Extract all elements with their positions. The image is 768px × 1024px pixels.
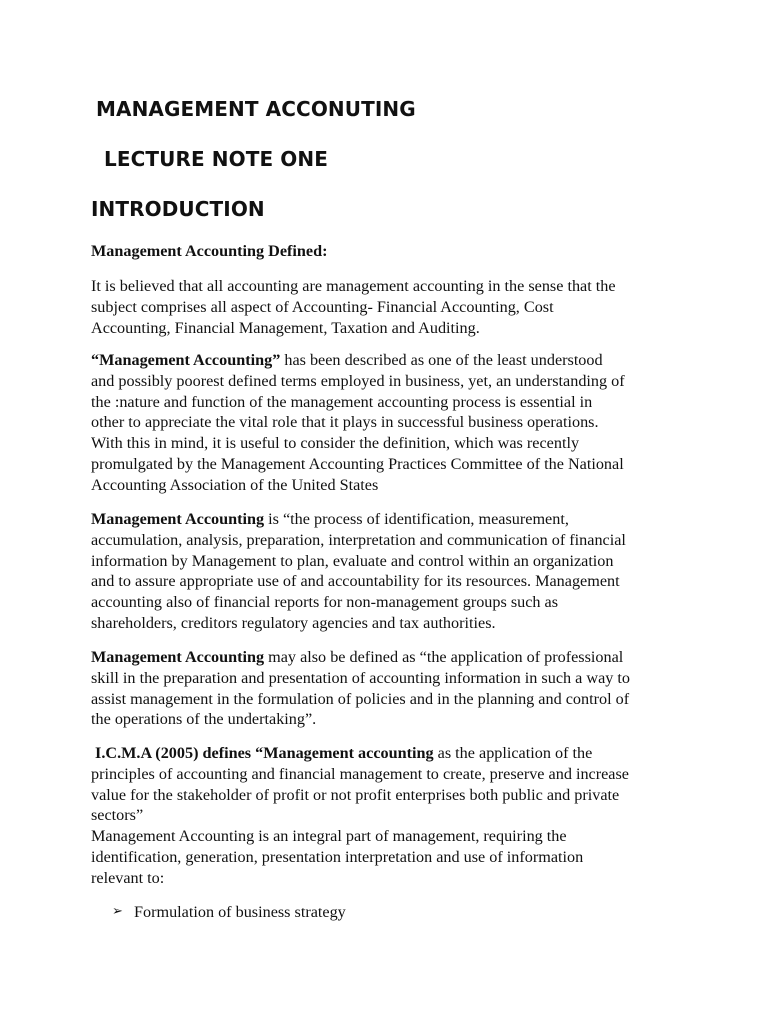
paragraph-first-line (91, 509, 691, 530)
paragraph-line: It is believed that all accounting are management accounting in the sense that the (91, 277, 616, 295)
paragraph-first-line (91, 350, 691, 371)
paragraph-line: and possibly poorest defined terms employed in business, yet, an understanding of (91, 371, 625, 390)
paragraph-first-line (91, 647, 691, 668)
paragraph-first-line (91, 743, 691, 764)
line-rest: may also be defined as “the application of professional (264, 648, 624, 666)
paragraph-1 (91, 276, 691, 338)
paragraph-line: the operations of the undertaking”. (91, 710, 317, 729)
paragraph-line: relevant to: (91, 868, 165, 887)
subheading-text: Management Accounting Defined: (91, 242, 328, 260)
bold-term: Management Accounting (91, 510, 265, 528)
paragraph-line: identification, generation, presentation interpretation and use of information (91, 847, 584, 866)
section-heading: INTRODUCTION (91, 197, 265, 221)
paragraph-line: Accounting Association of the United States (91, 475, 379, 494)
paragraph-line: Management Accounting is an integral part of management, requiring the (91, 827, 567, 846)
subheading (91, 241, 691, 262)
paragraph-line: shareholders, creditors regulatory agencies and tax authorities. (91, 613, 496, 632)
paragraph-line: subject comprises all aspect of Accounting- Financial Accounting, Cost (91, 297, 554, 316)
paragraph-line: accumulation, analysis, preparation, interpretation and communication of financial (91, 530, 626, 549)
paragraph-line: assist management in the formulation of policies and in the planning and control of (91, 689, 630, 708)
paragraph-line: accounting also of financial reports for non-management groups such as (91, 593, 559, 612)
paragraph-line: and to assure appropriate use of and accountability for its resources. Management (91, 572, 620, 591)
bold-term: “Management Accounting” (91, 351, 281, 369)
document-subtitle: LECTURE NOTE ONE (104, 147, 329, 171)
paragraph-line: the :nature and function of the management accounting process is essential in (91, 392, 593, 411)
paragraph-line: With this in mind, it is useful to consider the definition, which was recently (91, 434, 580, 453)
paragraph-line: promulgated by the Management Accounting Practices Committee of the National (91, 454, 624, 473)
paragraph-line: sectors” (91, 806, 144, 825)
bold-term: I.C.M.A (2005) defines “Management accounting (91, 744, 434, 762)
paragraph-line: other to appreciate the vital role that it plays in successful business operations. (91, 413, 599, 432)
document-title: MANAGEMENT ACCONUTING (96, 97, 416, 121)
paragraph-line: information by Management to plan, evaluate and control within an organization (91, 551, 614, 570)
line-rest: has been described as one of the least understood (280, 351, 603, 369)
paragraph-5 (91, 743, 691, 889)
arrow-bullet-icon: ➢ (112, 904, 123, 919)
paragraph-line: value for the stakeholder of profit or not profit enterprises both public and private (91, 785, 620, 804)
paragraph-line: Accounting, Financial Management, Taxation and Auditing. (91, 318, 480, 337)
line-rest: as the application of the (433, 744, 593, 762)
bold-term: Management Accounting (91, 648, 265, 666)
paragraph-4 (91, 647, 691, 730)
paragraph-line: principles of accounting and financial management to create, preserve and increase (91, 764, 629, 783)
paragraph-2 (91, 350, 691, 496)
paragraph-3 (91, 509, 691, 634)
bullet-item: Formulation of business strategy (134, 903, 346, 921)
line-rest: is “the process of identification, measurement, (264, 510, 569, 528)
paragraph-line: skill in the preparation and presentation of accounting information in such a way to (91, 668, 630, 687)
